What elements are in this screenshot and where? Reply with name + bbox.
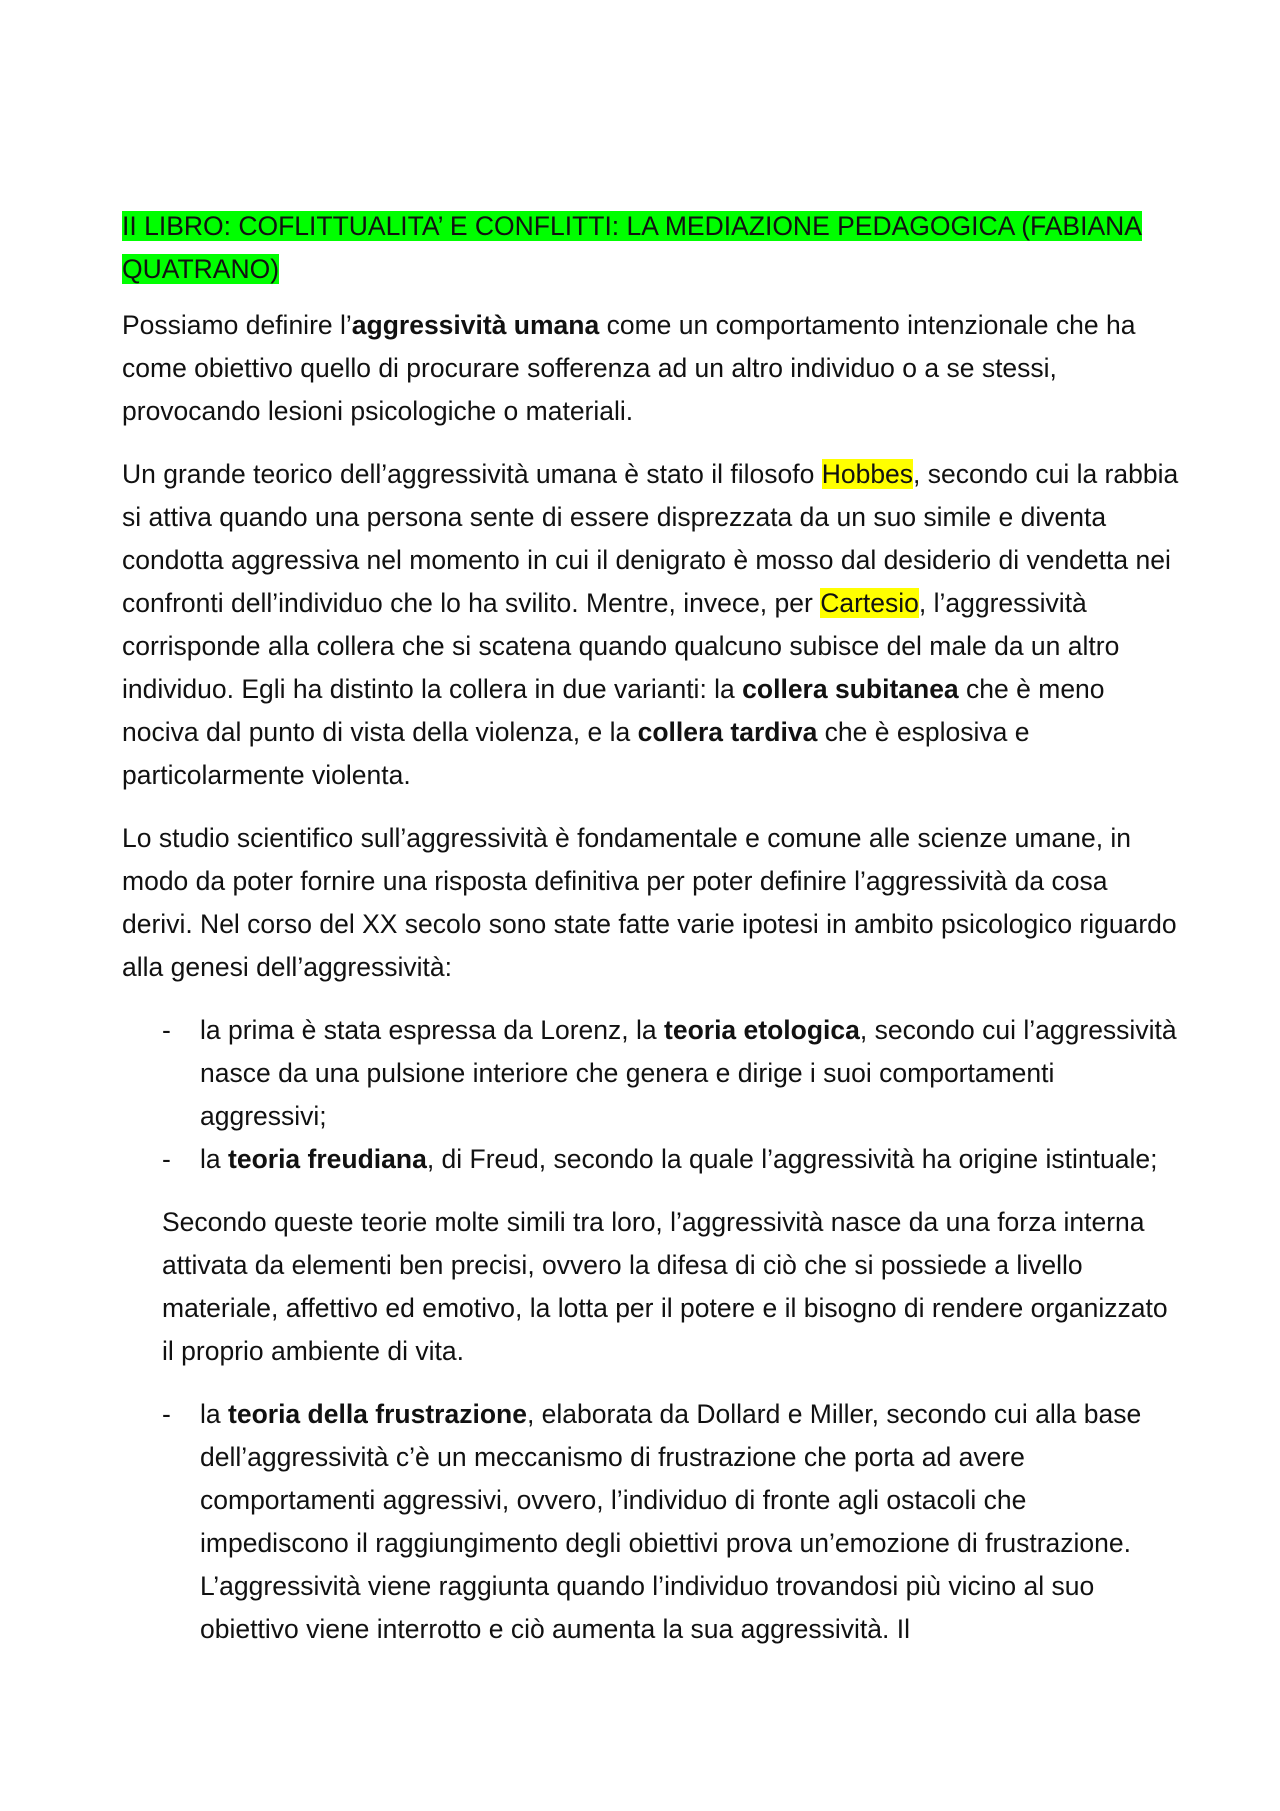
title-highlight: II LIBRO: COFLITTUALITA’ E CONFLITTI: LA MEDIAZIONE PEDAGOGICA (FABIANA QUATRANO) [122,211,1142,284]
list2-item0-text-a: la [200,1399,228,1429]
paragraph-hobbes-cartesio [122,453,1182,797]
paragraph-studio-scientifico: Lo studio scientifico sull’aggressività è fondamentale e comune alle scienze umane, in modo da poter fornire una risposta definitiva per poter definire l’aggressività da cosa derivi. Nel corso del XX secolo sono state fatte varie ipotesi in ambito psicologico riguardo alla genesi dell’aggressività: [122,823,1177,982]
p2-text-b: , secondo cui la rabbia si attiva quando una persona sente di essere disprezzata da un suo simile e diventa condotta aggressiva nel momento in cui il denigrato è mosso dal desiderio di vendetta nei confronti dell’individuo che lo ha svilito. Mentre, invece, per [122,459,1179,618]
highlight-hobbes: Hobbes [821,459,914,489]
document-title [122,205,1182,291]
list-dash: - [162,1399,171,1429]
list1-item0-text-a: la prima è stata espressa da Lorenz, la [200,1015,664,1045]
list2-item0-text-c: , elaborata da Dollard e Miller, secondo cui alla base dell’aggressività c’è un meccanismo di frustrazione che porta ad avere comportamenti aggressivi, ovvero, l’individuo di fronte agli ostacoli che impediscono il raggiungimento degli obiettivi prova un’emozione di frustrazione. L’aggressività viene raggiunta quando l’individuo trovandosi più vicino al suo obiettivo viene interrotto e ciò aumenta la sua aggressività. Il [200,1399,1142,1644]
p1-text-a: Possiamo definire l’ [122,310,352,340]
list-dash: - [162,1144,171,1174]
list1-item0-text-c: , secondo cui l’aggressività nasce da una pulsione interiore che genera e dirige i suoi comportamenti aggressivi; [200,1015,1177,1131]
list1-item0-bold: teoria etologica [664,1015,860,1045]
p2-text-e: che è meno nociva dal punto di vista della violenza, e la [122,674,1105,747]
theories-list-2 [122,1393,1182,1651]
list-dash: - [162,1015,171,1045]
p2-bold-collera-tardiva: collera tardiva [637,717,818,747]
p2-text-c: , l’aggressività corrisponde alla collera che si scatena quando qualcuno subisce del male da un altro individuo. Egli ha distinto la collera in due varianti: la [122,588,1120,704]
list-item-teoria-frustrazione [122,1393,1182,1651]
paragraph-aggressivita-definizione [122,304,1182,433]
theories-list-1 [122,1009,1182,1181]
list-item-teoria-etologica [122,1009,1182,1138]
list2-item0-bold: teoria della frustrazione [228,1399,527,1429]
list1-item1-text-c: , di Freud, secondo la quale l’aggressività ha origine istintuale; [426,1144,1158,1174]
list1-item1-text-a: la [200,1144,228,1174]
p2-bold-collera-subitanea: collera subitanea [742,674,959,704]
p2-text-a: Un grande teorico dell’aggressività umana è stato il filosofo [122,459,822,489]
p1-text-c: come un comportamento intenzionale che ha come obiettivo quello di procurare sofferenza ad un altro individuo o a se stessi, provocando lesioni psicologiche o materiali. [122,310,1136,426]
list-item-teoria-freudiana [122,1138,1182,1181]
p1-bold-aggressivita-umana: aggressività umana [351,310,600,340]
list1-item1-bold: teoria freudiana [228,1144,427,1174]
highlight-cartesio: Cartesio [820,588,919,618]
p2-text-g: che è esplosiva e particolarmente violenta. [122,717,1030,790]
paragraph-teorie-simili: Secondo queste teorie molte simili tra loro, l’aggressività nasce da una forza interna attivata da elementi ben precisi, ovvero la difesa di ciò che si possiede a livello materiale, affettivo ed emotivo, la lotta per il potere e il bisogno di rendere organizzato il proprio ambiente di vita. [162,1207,1168,1366]
document-body [122,205,1182,1671]
